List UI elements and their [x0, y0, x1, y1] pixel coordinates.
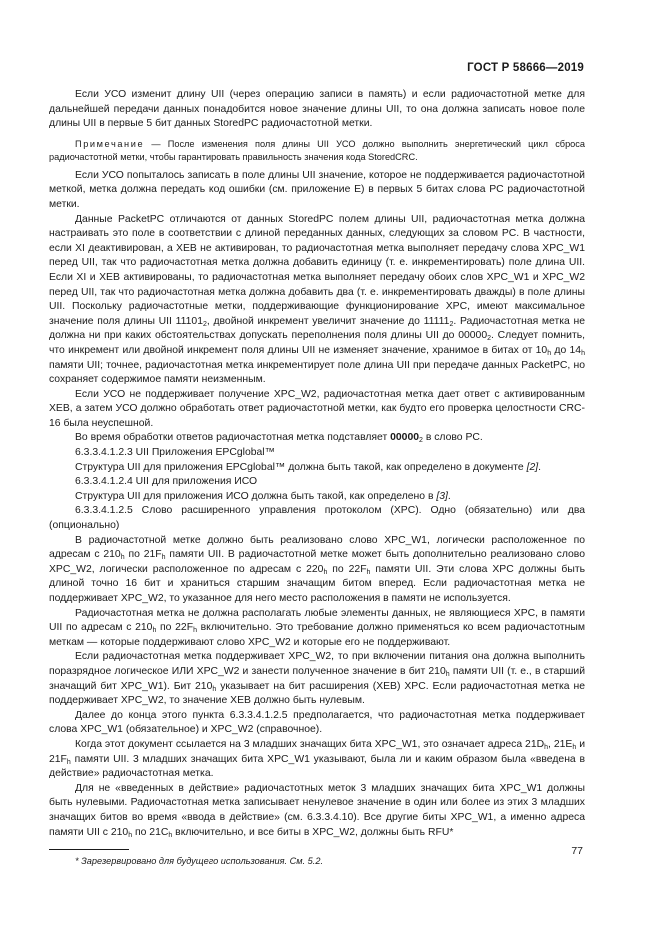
reference-link[interactable]: [2] — [526, 461, 539, 473]
paragraph — [49, 88, 585, 132]
paragraph-text: Если УСО не поддерживает получение XPC_W2, радиочастотная метка дает ответ с активированным XEB, а затем УСО должно обработать ответ радиочастотной метки, как будто его проверка целостности CRC-16 была неуспешной. — [49, 388, 585, 429]
heading-text: 6.3.3.4.1.2.5 Слово расширенного управления протоколом (XPC). Одно (обязательно) или два (опционально) — [49, 505, 585, 532]
section-heading — [49, 504, 585, 533]
paragraph-text: Данные PacketPC отличаются от данных StoredPC полем длины UII, радиочастотная метка должна настраивать это поле в соответствии с длиной переданных данных, следующих за словом PC. В частности, если XI деактивирован, а XEB не активирован, то радиочастотная метка выполняет передачу слова XPC_W1 перед UII, так что радиочастотная метка должна добавить единицу (т. е. инкрементировать) поле длина UII. Если XI и XEB активированы, то радиочастотная метка выполняет передачу обоих слов XPC_W1 и XPC_W2 перед UII, так что радиочастотная метка должна добавить два (т. е. инкрементировать дважды) в поле длины UII. Поскольку радиочастотные метки, поддерживающие функционирование XPC, имеют максимальное значение поля длины UII 11101 — [49, 213, 585, 327]
subscript: 2 — [419, 437, 423, 445]
paragraph-text: Для не «введенных в действие» радиочастотных меток 3 младших значащих бита XPC_W1 должны быть нулевыми. Радиочастотная метка записывает ненулевое значение в один или более из этих 3 младших значащих битов во время «ввода в действие» (см. 6.3.3.4.10). Все другие биты XPC_W1, а именно адреса памяти UII с 210 — [49, 782, 585, 838]
paragraph-text: Далее до конца этого пункта 6.3.3.4.1.2.5 предполагается, что радиочастотная метка поддерживает слова XPC_W1 (обязательное) и XPC_W2 (справочное). — [49, 709, 585, 736]
paragraph-text: включительно, и все биты в XPC_W2, должны быть RFU* — [172, 826, 454, 838]
paragraph-text: памяти UII. Эти слова XPC должны быть длиной точно 16 бит и храниться старшим значащим битом вперед. Если радиочастотная метка не поддерживает XPC_W2, то указанное для него место расположения в памяти не используется. — [49, 563, 585, 604]
paragraph-text: по 22F — [156, 622, 194, 634]
paragraph-text: включительно. Это требование должно применяться ко всем радиочастотным меткам — которые поддерживают слово XPC_W2 и которые его не поддерживают. — [49, 622, 585, 648]
paragraph-text: Если УСО изменит длину UII (через операцию записи в память) и если радиочастотной метке для дальнейшей передачи данных понадобится новое значение длины UII, то она должна записать новое поле длины UII в первые 5 бит данных StoredPC радиочастотной метки. — [49, 89, 585, 130]
bold-value: 00000 — [390, 432, 420, 444]
paragraph-text: , 21E — [548, 738, 573, 750]
subscript: h — [193, 627, 197, 635]
paragraph-text: в слово PC. — [422, 432, 483, 444]
heading-text: 6.3.3.4.1.2.4 UII для приложения ИСО — [75, 476, 258, 488]
paragraph-text: Радиочастотная метка не должна располагать любые элементы данных, не являющиеся XPC, в памяти UII по адресам с 210 — [49, 607, 585, 634]
paragraph-text: В радиочастотной метке должно быть реализовано слово XPC_W1, логически расположенное по адресам с 210 — [49, 534, 585, 561]
paragraph-text: памяти UII. 3 младших значащих бита XPC_W1 указывают, была ли и каким образом была «введена в действие» радиочастотная метка. — [49, 753, 585, 780]
subscript: 2 — [487, 335, 492, 343]
note-label: Примечание — [75, 138, 145, 149]
paragraph — [49, 738, 585, 782]
subscript: h — [544, 743, 549, 751]
section-heading — [49, 446, 585, 461]
paragraph — [49, 213, 585, 388]
paragraph — [49, 461, 585, 476]
paragraph-text: указывает на бит расширения (XEB) XPC. Если радиочастотная метка не поддерживает XPC_W2, то значение XEB должно быть нулевым. — [49, 680, 585, 707]
paragraph-text: . Следует помнить, что инкремент или двойной инкремент поля длины UII не изменяет значение, хранимое в битах от 10 — [49, 330, 585, 356]
paragraph-text: Структура UII для приложения ИСО должна быть такой, как определено в — [75, 490, 437, 502]
paragraph-text: по 22F — [327, 563, 367, 575]
subscript: 2 — [202, 320, 207, 328]
reference-link[interactable]: [3] — [436, 490, 448, 502]
subscript: h — [572, 743, 577, 751]
subscript: h — [66, 758, 71, 766]
paragraph — [49, 431, 585, 446]
paragraph-text: до 14 — [551, 344, 582, 356]
paragraph-text: Во время обработки ответов радиочастотная метка подставляет — [75, 432, 391, 444]
paragraph — [49, 388, 585, 432]
paragraph-text: памяти UII (т. е., в старший значащий бит XPC_W1). Бит 210 — [49, 665, 586, 692]
paragraph-text: Когда этот документ ссылается на 3 младших значащих бита XPC_W1, это означает адреса 21D — [75, 738, 545, 750]
note — [49, 138, 585, 164]
subscript: h — [128, 831, 133, 839]
subscript: h — [445, 670, 450, 678]
subscript: h — [581, 349, 585, 357]
subscript: h — [323, 568, 328, 576]
subscript: h — [212, 685, 217, 693]
paragraph-text: . — [538, 461, 542, 473]
paragraph-text: и 21F — [49, 738, 585, 765]
subscript: h — [152, 627, 157, 635]
paragraph — [49, 782, 585, 840]
subscript: h — [366, 568, 371, 576]
standard-code-header: ГОСТ Р 58666—2019 — [467, 62, 584, 74]
paragraph-text: памяти UII; точнее, радиочастотная метка инкрементирует поле длина UII при передаче данных PacketPC, но сохраняет содержимое памяти неизменным. — [49, 359, 585, 386]
paragraph — [49, 169, 585, 213]
subscript: 2 — [449, 320, 454, 328]
paragraph-text: памяти UII. В радиочастотной метке может быть дополнительно реализовано слово XPC_W2, логически расположенное по адресам с 220 — [49, 549, 585, 575]
subscript: h — [547, 349, 552, 357]
paragraph-text: Если радиочастотная метка поддерживает XPC_W2, то при включении питания она должна выполнить поразрядное логическое ИЛИ XPC_W2 и занести полученное значение в бит 210 — [49, 651, 585, 677]
paragraph — [49, 607, 585, 651]
paragraph — [49, 490, 585, 505]
paragraph — [49, 709, 585, 738]
footnote-divider — [49, 849, 129, 850]
paragraph-text: по 21C — [132, 826, 169, 838]
subscript: h — [168, 831, 173, 839]
subscript: h — [120, 554, 125, 562]
paragraph-text: по 21F — [124, 549, 162, 561]
paragraph-text: . — [447, 490, 451, 502]
paragraph — [49, 534, 585, 607]
paragraph-text: , двойной инкремент увеличит значение до 11111 — [206, 315, 450, 327]
paragraph-text: Структура UII для приложения EPCglobal™ должна быть такой, как определено в документе — [75, 461, 527, 473]
section-heading — [49, 475, 585, 490]
heading-text: 6.3.3.4.1.2.3 UII Приложения EPCglobal™ — [75, 447, 275, 459]
note-text: — После изменения поля длины UII УСО должно выполнить энергетический цикл сброса радиочастотной метки, чтобы гарантировать правильность значения кода StoredCRC. — [49, 138, 585, 162]
document-body — [49, 88, 585, 868]
paragraph — [49, 650, 585, 708]
footnote: * Зарезервировано для будущего использования. См. 5.2. — [75, 856, 323, 867]
page-number: 77 — [571, 845, 583, 857]
subscript: h — [161, 554, 166, 562]
paragraph-text: . Радиочастотная метка не должна ни при каких обстоятельствах допускать переполнения поля длины UII до 00000 — [49, 315, 586, 342]
paragraph-text: Если УСО попыталось записать в поле длины UII значение, которое не поддерживается радиочастотной меткой, метка должна передать код ошибки (см. приложение Е) в первых 5 битах слова PC радиочастотной метки. — [49, 169, 585, 210]
